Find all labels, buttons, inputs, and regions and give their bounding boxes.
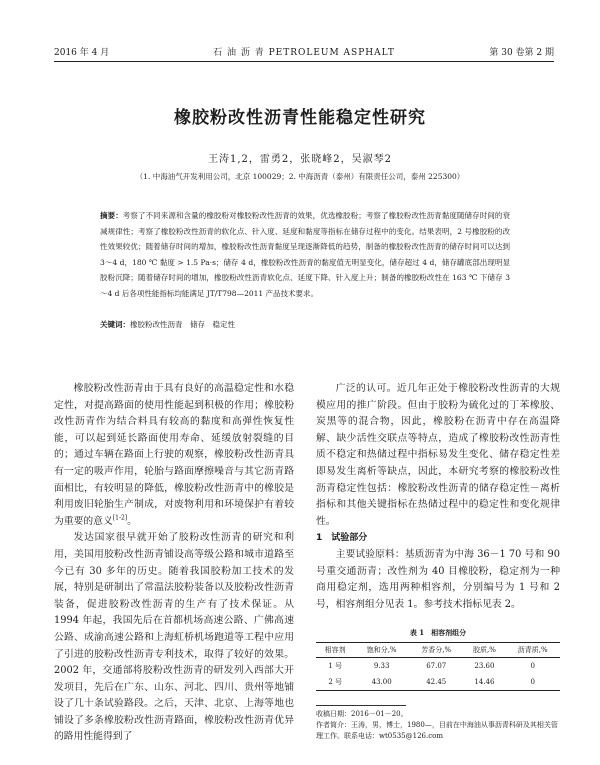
table-header-cell: 相容剂 bbox=[316, 643, 354, 658]
abstract bbox=[100, 208, 510, 301]
header-journal: 石 油 沥 青 PETROLEUM ASPHALT bbox=[213, 48, 395, 58]
header-volume: 第 30 卷第 2 期 bbox=[489, 48, 554, 58]
footnote bbox=[316, 709, 560, 742]
table-row bbox=[316, 674, 560, 691]
table-cell: 14.46 bbox=[464, 674, 506, 691]
abstract-text: 考察了不同来源和含量的橡胶粉对橡胶粉改性沥青的效果，优选橡胶粉；考察了橡胶粉改性沥青黏度随储存时间的衰减规律性；考察了橡胶粉改性沥青的软化点、针入度、延度和黏度等指标在储存过程中的变化。结果表明，2 号橡胶粉的改性效果较优；随着储存时间的增加，橡胶粉改性沥青黏度呈现逐渐降低的趋势，制备的橡胶粉改性沥青的储存时间可以达到 3～4 d，180 ℃ 黏度 > 1.5 Pa·s；储存 4 d，橡胶粉改性沥青的黏度值无明显变化，储存超过 4 d，储存罐底部出现明显胶粉沉降；随着储存时间的增加，橡胶粉改性沥青软化点、延度下降、针入度上升；制备的橡胶粉改性在 163 ℃ 下储存 3～4 d 后各项性能指标均能满足 JT/T798—2011 产品技术要求。 bbox=[100, 211, 511, 298]
paper-title: 橡胶粉改性沥青性能稳定性研究 bbox=[174, 108, 426, 128]
citation-ref: [1-2] bbox=[112, 514, 128, 522]
received-date: 收稿日期：2016－01－20。 bbox=[316, 710, 408, 718]
table-header-cell: 饱和分,% bbox=[354, 643, 409, 658]
table-cell: 1 号 bbox=[328, 662, 343, 670]
keywords-label: 关键词： bbox=[100, 320, 130, 329]
table-header-row bbox=[316, 643, 560, 658]
compatibilizer-table bbox=[316, 642, 560, 691]
header-divider bbox=[54, 61, 554, 62]
running-header bbox=[54, 43, 554, 59]
table-cell: 23.60 bbox=[474, 662, 495, 670]
section-heading-experiment: 1 试验部分 bbox=[316, 533, 368, 544]
table-header-cell: 胶质,% bbox=[464, 643, 506, 658]
table-cell: 42.45 bbox=[409, 674, 464, 691]
keywords-text: 橡胶粉改性沥青 储存 稳定性 bbox=[130, 320, 235, 329]
table-1 bbox=[316, 628, 560, 691]
experiment-paragraph: 主要试验原料：基质沥青为中海 36－1 70 号和 90 号重交通沥青；改性剂为 40 目橡胶粉，稳定剂为一种商用稳定剂，选用两种相容剂，分别编号为 1 号和 2 号，相容剂组分见表 1。参考技术指标见表 2。 bbox=[316, 548, 560, 610]
author-list: 王涛1,2，雷勇2，张晓峰2，吴淑琴2 bbox=[208, 154, 392, 165]
abstract-label: 摘要： bbox=[100, 211, 123, 220]
table-cell: 67.07 bbox=[426, 662, 447, 670]
table-cell: 0 bbox=[505, 674, 560, 691]
keywords bbox=[100, 319, 510, 330]
intro-paragraph-1: 橡胶粉改性沥青由于具有良好的高温稳定性和水稳定性，对提高路面的使用性能起到积极的作用；橡胶粉改性沥青作为结合料具有较高的黏度和高弹性恢复性能，可以起到延长路面使用寿命、延缓放射裂缝的目的；通过车辆在路面上行驶的观察，橡胶粉改性沥青具有一定的吸声作用，轮胎与路面摩擦噪音与其它沥青路面相比，有较明显的降低，橡胶粉改性沥青中的橡胶是利用废旧轮胎生产制成，对废物利用和环境保护有着较为重要的意义[1-2]。 bbox=[54, 383, 294, 527]
intro-paragraph-2: 发达国家很早就开始了胶粉改性沥青的研究和利用，美国用胶粉改性沥青铺设高等级公路和城市道路至今已有 30 多年的历史。随着我国胶粉加工技术的发展，特别是研制出了常温法胶粉装备以及胶粉改性沥青装备，促进胶粉改性沥青的生产有了技术保证。从 1994 年起，我国先后在首都机场高速公路、广佛高速公路、成渝高速公路和上海虹桥机场跑道等工程中应用了引进的胶粉改性沥青专利技术，取得了较好的效果。2002 年，交通部将胶粉改性沥青的研发列入西部大开发项目，先后在广东、山东、河北、四川、贵州等地铺设了几十条试验路段。之后，天津、北京、上海等地也铺设了多条橡胶粉改性沥青路面，橡胶粉改性沥青优异的路用性能得到了 bbox=[54, 532, 294, 743]
table-cell: 43.00 bbox=[354, 674, 409, 691]
header-date: 2016 年 4 月 bbox=[54, 48, 110, 58]
right-column bbox=[316, 381, 560, 613]
author-bio: 作者简介：王涛，男，博士，1980—，目前在中海油从事沥青科研及其相关管理工作。联系电话：wt0535@126.com bbox=[316, 721, 558, 740]
table-title: 表 1 相容剂组分 bbox=[409, 628, 467, 637]
intro-paragraph-3: 广泛的认可。近几年正处于橡胶粉改性沥青的大规模应用的推广阶段。但由于胶粉为硫化过的丁苯橡胶、炭黑等的混合物，因此，橡胶粉在沥青中存在高温降解、缺少活性交联点等特点，造成了橡胶粉改性沥青性质不稳定和热储过程中指标易发生变化、储存稳定性差即易发生离析等缺点，因此，本研究考察的橡胶粉改性沥青稳定性包括：橡胶粉改性沥青的储存稳定性－离析指标和其他关键指标在热储过程中的稳定性和变化规律性。 bbox=[316, 383, 560, 527]
affiliation: （1. 中海油气开发利用公司，北京 100029；2. 中海沥青（泰州）有限责任公司，泰州 225300） bbox=[135, 172, 465, 181]
table-cell: 2 号 bbox=[316, 674, 354, 691]
table-header-cell: 沥青质,% bbox=[505, 643, 560, 658]
table-row bbox=[316, 658, 560, 675]
footnote-divider bbox=[316, 705, 406, 706]
table-header-cell: 芳香分,% bbox=[409, 643, 464, 658]
table-cell: 9.33 bbox=[373, 662, 390, 670]
table-cell: 0 bbox=[530, 662, 535, 670]
left-column bbox=[54, 381, 294, 746]
